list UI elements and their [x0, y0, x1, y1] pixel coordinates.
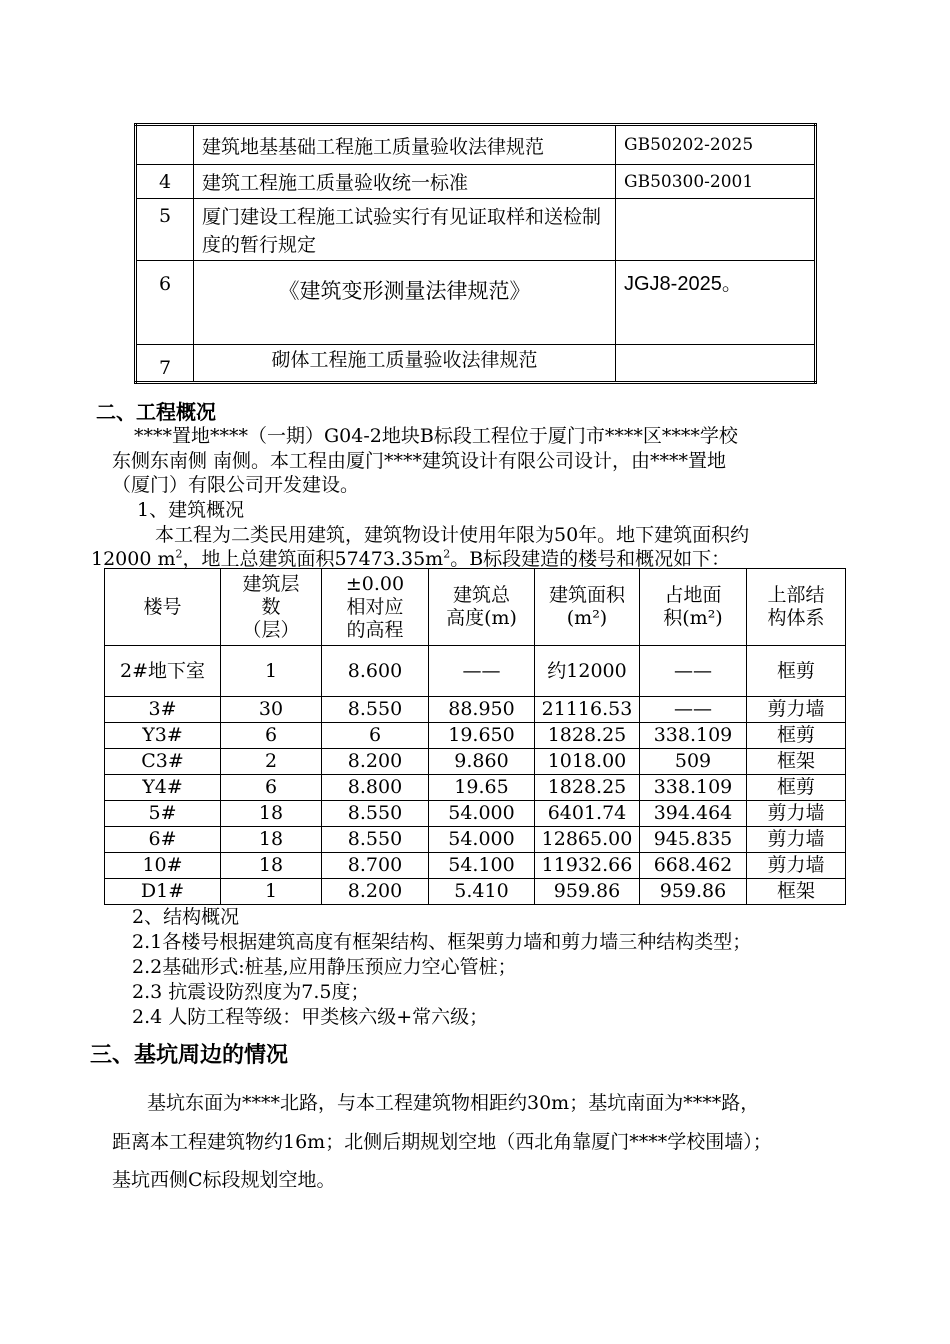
std-name: 建筑工程施工质量验收统一标准: [194, 165, 616, 199]
table-cell: 54.000: [429, 801, 535, 827]
table-cell: 8.550: [322, 697, 429, 723]
paragraph-line: （厦门）有限公司开发建设。: [112, 474, 360, 496]
table-cell: 剪力墙: [747, 697, 846, 723]
table-cell: 8.200: [322, 749, 429, 775]
col-header: 建筑总 高度(m): [429, 569, 535, 646]
paragraph-line: 2.2基础形式:桩基,应用静压预应力空心管桩；: [132, 956, 517, 978]
col-header: ±0.00 相对应 的高程: [322, 569, 429, 646]
paragraph-line: 基坑东面为****北路，与本工程建筑物相距约30m；基坑南面为****路，: [147, 1092, 760, 1114]
subsection-title: 2、结构概况: [132, 906, 240, 928]
table-row: [136, 199, 816, 261]
table-cell: 54.100: [429, 853, 535, 879]
std-name: 建筑地基基础工程施工质量验收法律规范: [194, 125, 616, 165]
std-code: [616, 345, 816, 383]
table-cell: 6: [322, 723, 429, 749]
std-name: 《建筑变形测量法律规范》: [194, 261, 616, 345]
paragraph-line: 2.3 抗震设防烈度为7.5度；: [132, 981, 370, 1003]
table-cell: 6401.74: [535, 801, 640, 827]
table-cell: Y4#: [105, 775, 221, 801]
table-cell: 19.650: [429, 723, 535, 749]
std-code: GB50300-2001: [616, 165, 816, 199]
paragraph-line: 基坑西侧C标段规划空地。: [112, 1169, 336, 1191]
table-cell: ——: [640, 646, 747, 697]
table-row: [136, 165, 816, 199]
table-cell: ——: [429, 646, 535, 697]
std-num: 4: [136, 165, 194, 199]
table-cell: 8.700: [322, 853, 429, 879]
std-name: 厦门建设工程施工试验实行有见证取样和送检制度的暂行规定: [194, 199, 616, 261]
table-cell: Y3#: [105, 723, 221, 749]
table-cell: 959.86: [640, 879, 747, 905]
col-header: 楼号: [105, 569, 221, 646]
table-cell: 12865.00: [535, 827, 640, 853]
col-header: 建筑层 数 （层）: [221, 569, 322, 646]
table-cell: 框剪: [747, 775, 846, 801]
table-row: [105, 697, 846, 723]
table-cell: 668.462: [640, 853, 747, 879]
table-cell: D1#: [105, 879, 221, 905]
table-cell: 5.410: [429, 879, 535, 905]
table-row: [105, 853, 846, 879]
table-row: [105, 801, 846, 827]
table-cell: 8.550: [322, 827, 429, 853]
table-cell: 21116.53: [535, 697, 640, 723]
table-cell: 19.65: [429, 775, 535, 801]
table-cell: 18: [221, 853, 322, 879]
table-row: [105, 723, 846, 749]
table-cell: 6: [221, 723, 322, 749]
table-cell: 1828.25: [535, 775, 640, 801]
table-cell: 框架: [747, 879, 846, 905]
std-num: 7: [136, 345, 194, 383]
table-row: [136, 261, 816, 345]
std-code: GB50202-2025: [616, 125, 816, 165]
std-num: 5: [136, 199, 194, 261]
table-cell: 框剪: [747, 723, 846, 749]
table-cell: 9.860: [429, 749, 535, 775]
table-cell: 54.000: [429, 827, 535, 853]
table-cell: 剪力墙: [747, 853, 846, 879]
table-cell: 959.86: [535, 879, 640, 905]
table-cell: 3#: [105, 697, 221, 723]
table-cell: 8.800: [322, 775, 429, 801]
paragraph-line: 距离本工程建筑物约16m；北侧后期规划空地（西北角靠厦门****学校围墙）；: [112, 1131, 772, 1153]
paragraph-line: 12000 $m^2$，地上总建筑面积$57473.35m^2$。B标段建造的楼号和概况如下：: [91, 547, 731, 570]
paragraph-line: 2.1各楼号根据建筑高度有框架结构、框架剪力墙和剪力墙三种结构类型；: [132, 931, 752, 953]
table-row: [136, 125, 816, 165]
std-code: JGJ8-2025。: [616, 261, 816, 345]
table-cell: 18: [221, 827, 322, 853]
table-row: [136, 345, 816, 383]
table-cell: 2: [221, 749, 322, 775]
subsection-title: 1、建筑概况: [137, 499, 245, 521]
table-cell: 6#: [105, 827, 221, 853]
table-row: [105, 749, 846, 775]
table-cell: 88.950: [429, 697, 535, 723]
table-cell: 5#: [105, 801, 221, 827]
table-row: [105, 775, 846, 801]
paragraph-line: 2.4 人防工程等级：甲类核六级+常六级；: [132, 1006, 489, 1028]
col-header: 建筑面积 (m²): [535, 569, 640, 646]
table-cell: 338.109: [640, 775, 747, 801]
table-row: [105, 879, 846, 905]
table-cell: 10#: [105, 853, 221, 879]
table-cell: 509: [640, 749, 747, 775]
paragraph-line: 本工程为二类民用建筑，建筑物设计使用年限为50年。地下建筑面积约: [155, 524, 750, 546]
table-row: [105, 646, 846, 697]
std-code: [616, 199, 816, 261]
table-cell: 1018.00: [535, 749, 640, 775]
table-cell: 945.835: [640, 827, 747, 853]
table-cell: 约12000: [535, 646, 640, 697]
std-num: 6: [136, 261, 194, 345]
table-cell: 1: [221, 646, 322, 697]
table-cell: 11932.66: [535, 853, 640, 879]
paragraph-line: ****置地****（一期）G04-2地块B标段工程位于厦门市****区****学校: [134, 425, 738, 447]
table-cell: 8.600: [322, 646, 429, 697]
table-header-row: [105, 569, 846, 646]
table-cell: 18: [221, 801, 322, 827]
table-cell: 框架: [747, 749, 846, 775]
table-cell: 6: [221, 775, 322, 801]
standards-table: [134, 123, 817, 384]
col-header: 占地面 积(m²): [640, 569, 747, 646]
std-num: [136, 125, 194, 165]
table-cell: 8.550: [322, 801, 429, 827]
section-heading: 二、工程概况: [96, 400, 216, 424]
building-table: [104, 568, 846, 905]
table-cell: 框剪: [747, 646, 846, 697]
paragraph-line: 东侧东南侧 南侧。本工程由厦门****建筑设计有限公司设计，由****置地: [112, 450, 727, 472]
table-row: [105, 827, 846, 853]
col-header: 上部结 构体系: [747, 569, 846, 646]
table-cell: 1828.25: [535, 723, 640, 749]
section-heading: 三、基坑周边的情况: [90, 1043, 289, 1068]
table-cell: 1: [221, 879, 322, 905]
std-name: 砌体工程施工质量验收法律规范: [194, 345, 616, 383]
table-cell: 338.109: [640, 723, 747, 749]
table-cell: 2#地下室: [105, 646, 221, 697]
table-cell: C3#: [105, 749, 221, 775]
table-cell: 剪力墙: [747, 827, 846, 853]
table-cell: 30: [221, 697, 322, 723]
table-cell: ——: [640, 697, 747, 723]
table-cell: 394.464: [640, 801, 747, 827]
table-cell: 剪力墙: [747, 801, 846, 827]
table-cell: 8.200: [322, 879, 429, 905]
